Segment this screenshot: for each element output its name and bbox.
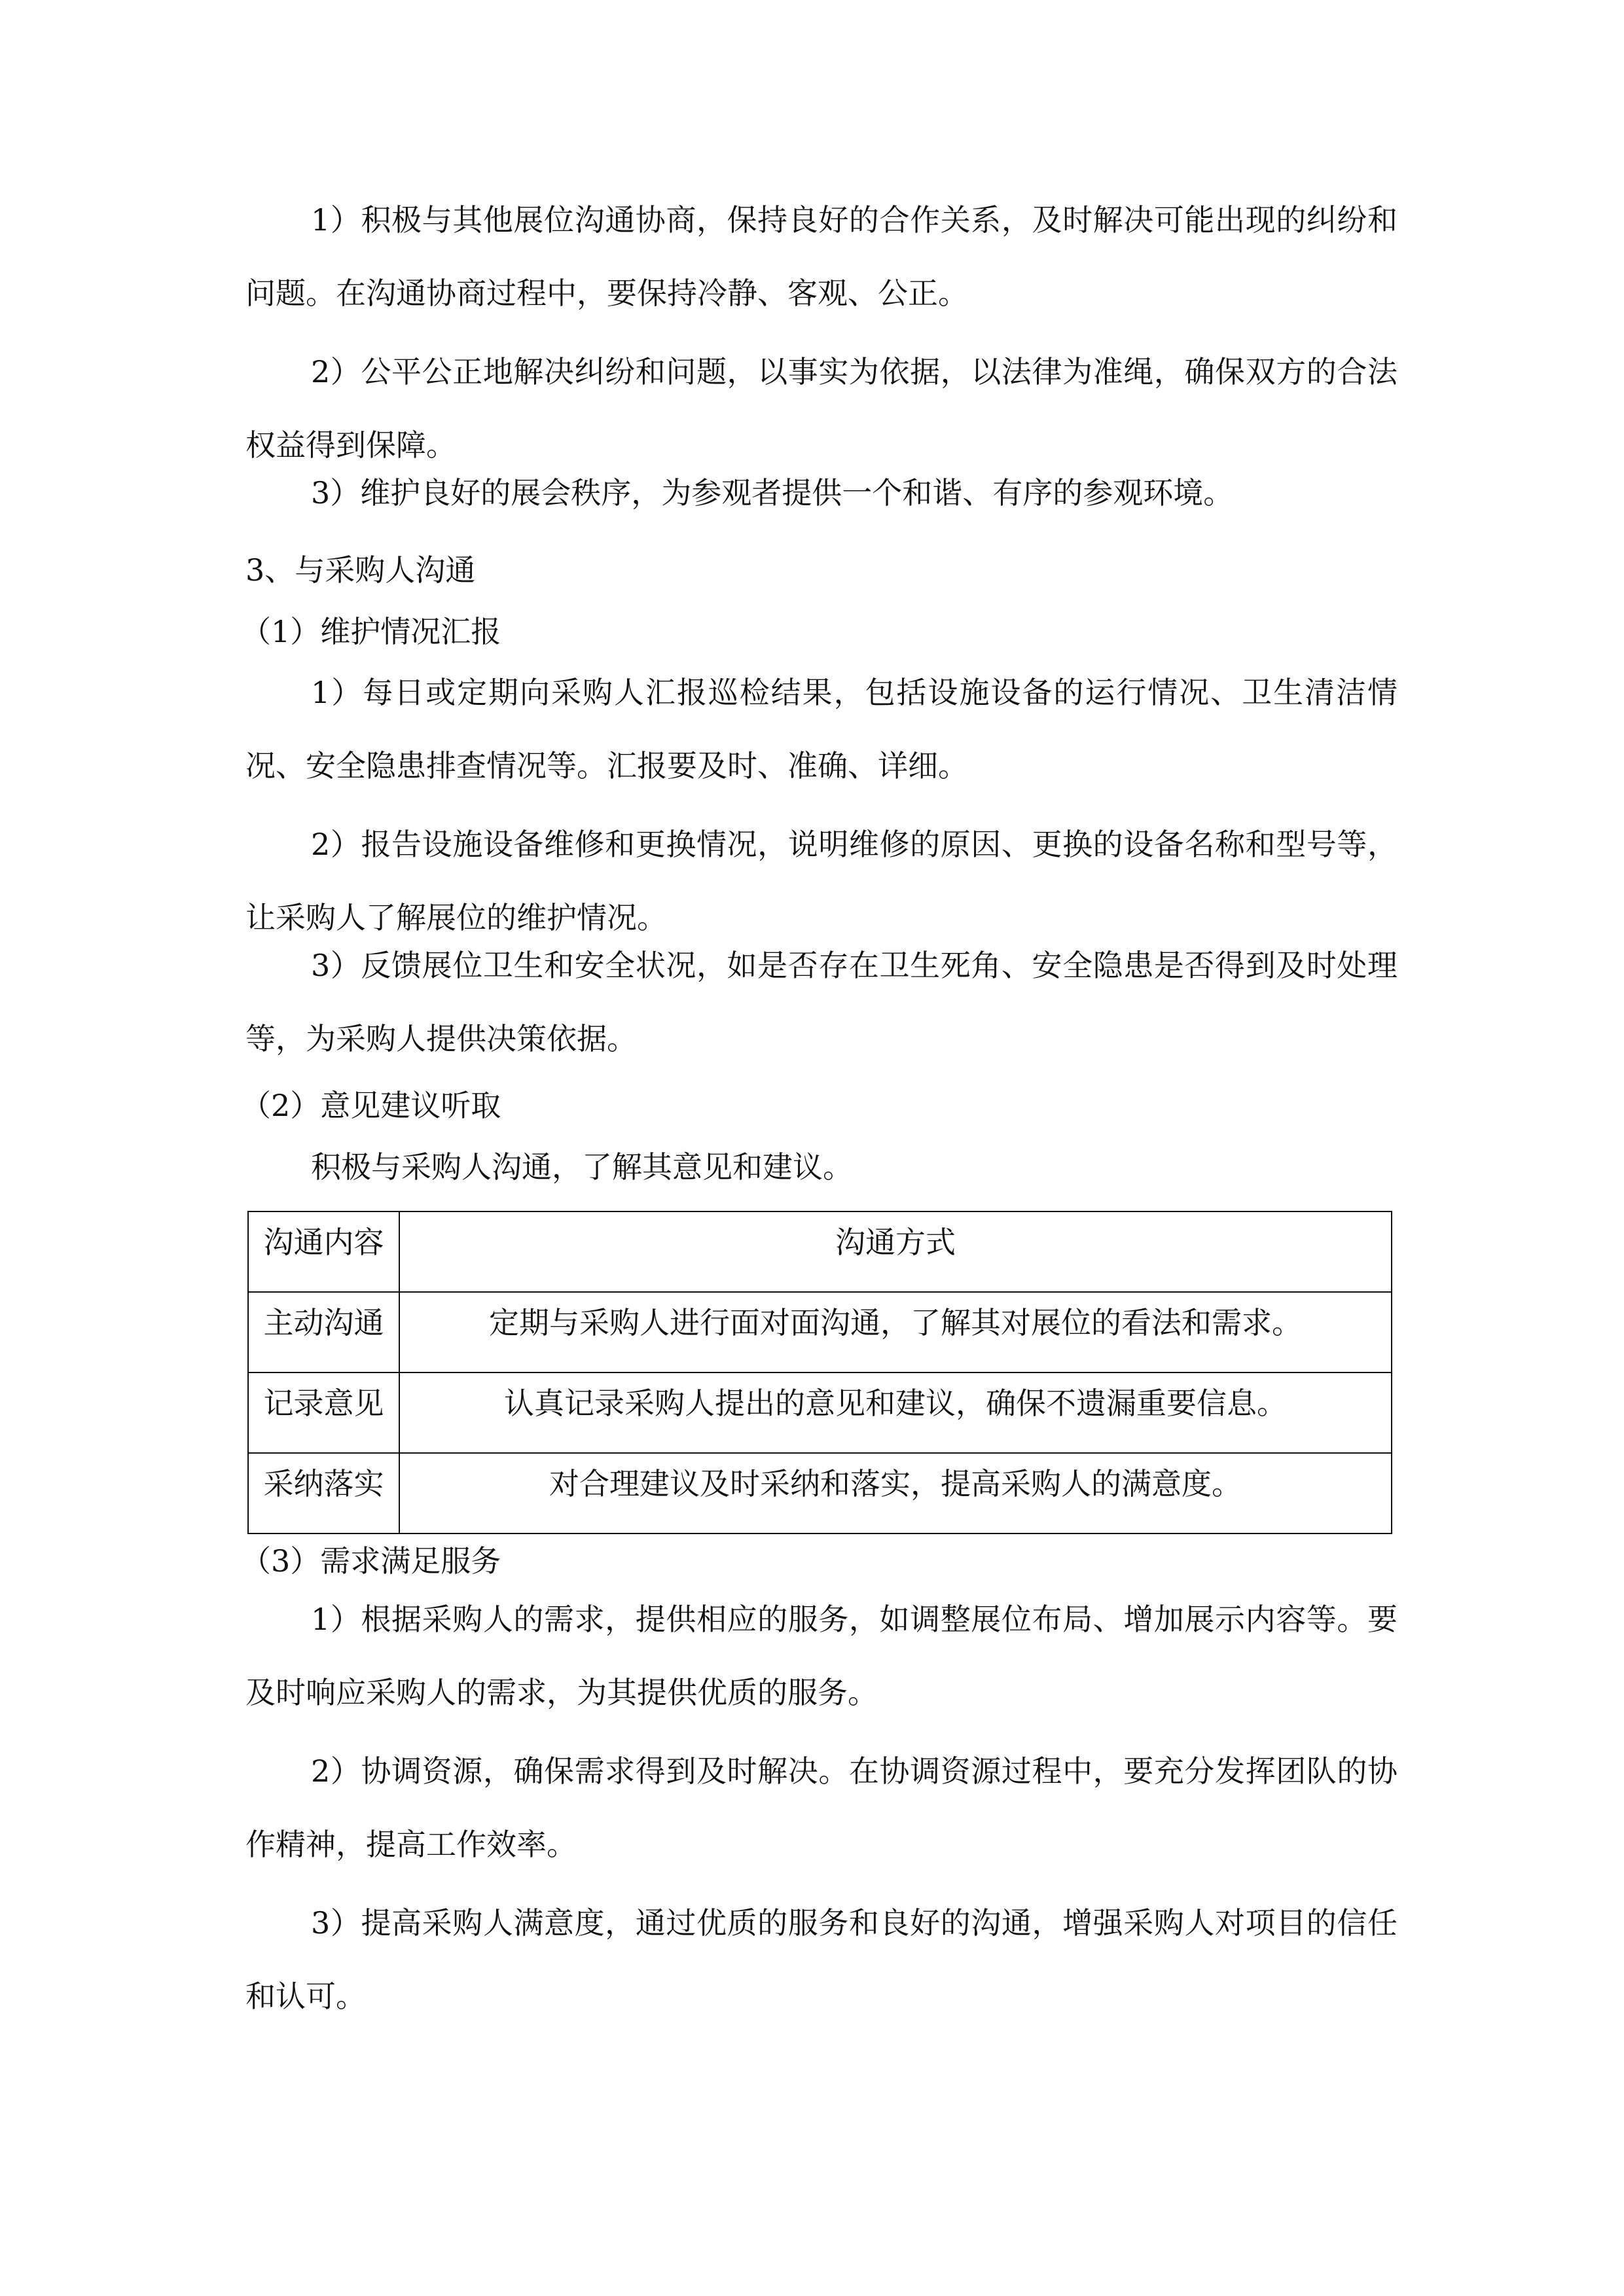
paragraph-report-1: 1）每日或定期向采购人汇报巡检结果，包括设施设备的运行情况、卫生清洁情况、安全隐患排查情况等。汇报要及时、准确、详细。 (245, 675, 1398, 783)
table-header-row (248, 1211, 1392, 1292)
paragraph-service-3: 3）提高采购人满意度，通过优质的服务和良好的沟通，增强采购人对项目的信任和认可。 (245, 1905, 1398, 2014)
paragraph-coordination-1: 1）积极与其他展位沟通协商，保持良好的合作关系，及时解决可能出现的纠纷和问题。在沟通协商过程中，要保持冷静、客观、公正。 (245, 202, 1398, 311)
table-cell: 主动沟通 (248, 1292, 399, 1372)
paragraph-report-3: 3）反馈展位卫生和安全状况，如是否存在卫生死角、安全隐患是否得到及时处理等，为采购人提供决策依据。 (245, 948, 1398, 1056)
paragraph-service-2: 2）协调资源，确保需求得到及时解决。在协调资源过程中，要充分发挥团队的协作精神，提高工作效率。 (245, 1753, 1398, 1862)
table-cell: 记录意见 (248, 1372, 399, 1453)
paragraph-coordination-3: 3）维护良好的展会秩序，为参观者提供一个和谐、有序的参观环境。 (311, 475, 1234, 511)
table-header-cell: 沟通方式 (399, 1211, 1392, 1292)
paragraph-service-1: 1）根据采购人的需求，提供相应的服务，如调整展位布局、增加展示内容等。要及时响应采购人的需求，为其提供优质的服务。 (245, 1602, 1398, 1710)
table-row (248, 1372, 1392, 1453)
table-row (248, 1453, 1392, 1534)
paragraph-report-2: 2）报告设施设备维修和更换情况，说明维修的原因、更换的设备名称和型号等，让采购人了解展位的维护情况。 (245, 827, 1398, 935)
section-heading: 3、与采购人沟通 (245, 552, 476, 588)
table-cell: 认真记录采购人提出的意见和建议，确保不遗漏重要信息。 (399, 1372, 1392, 1453)
subsection-heading-report: （1）维护情况汇报 (241, 614, 501, 649)
table-cell: 定期与采购人进行面对面沟通，了解其对展位的看法和需求。 (399, 1292, 1392, 1372)
feedback-intro: 积极与采购人沟通，了解其意见和建议。 (311, 1149, 853, 1185)
subsection-heading-service: （3）需求满足服务 (241, 1543, 501, 1579)
subsection-heading-feedback: （2）意见建议听取 (241, 1088, 501, 1123)
communication-table (247, 1211, 1392, 1534)
table-row (248, 1292, 1392, 1372)
paragraph-coordination-2: 2）公平公正地解决纠纷和问题，以事实为依据，以法律为准绳，确保双方的合法权益得到保障。 (245, 354, 1398, 463)
table-header-cell: 沟通内容 (248, 1211, 399, 1292)
table-cell: 采纳落实 (248, 1453, 399, 1534)
table-cell: 对合理建议及时采纳和落实，提高采购人的满意度。 (399, 1453, 1392, 1534)
